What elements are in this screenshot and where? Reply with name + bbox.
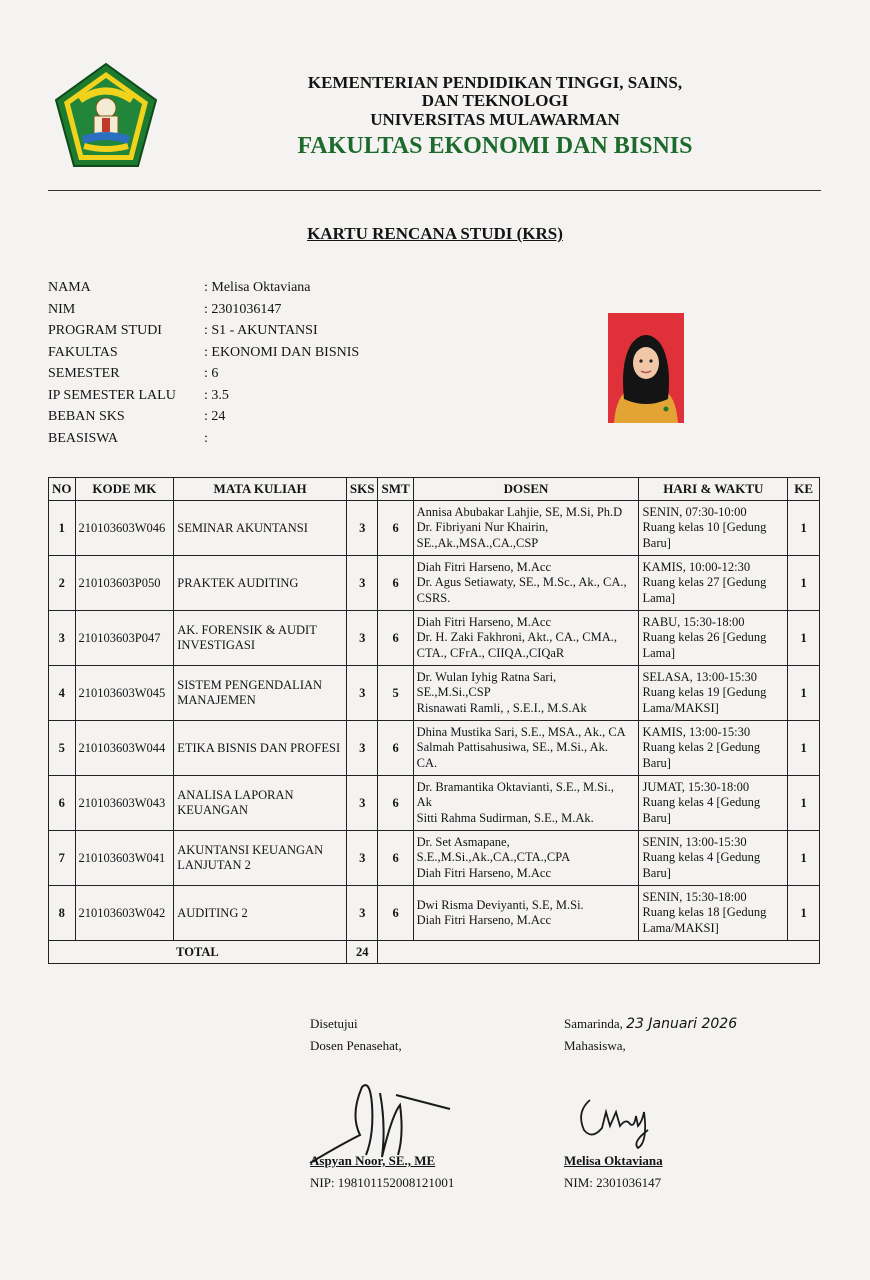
col-header-kode: KODE MK [75,478,174,501]
table-row: 7 210103603W041 AKUNTANSI KEUANGAN LANJUTAN 2 3 6 Dr. Set Asmapane, S.E.,M.Si.,Ak.,CA.,CTA.,CPA Diah Fitri Harseno, M.Acc SENIN, 13:00-15:30 Ruang kelas 4 [Gedung Baru] 1 [49,831,820,886]
ministry-line-2: DAN TEKNOLOGI [421,91,569,110]
student-signature [572,1082,662,1152]
advisor-nip: NIP: 198101152008121001 [310,1175,455,1190]
total-label: TOTAL [49,941,347,964]
col-header-no: NO [49,478,76,501]
total-row [49,941,820,964]
col-header-sks: SKS [346,478,378,501]
header-divider [48,190,821,191]
student-info [48,280,359,452]
info-row-program: PROGRAM STUDI : S1 - AKUNTANSI [48,323,318,338]
info-row-ip: IP SEMESTER LALU : 3.5 [48,387,229,403]
info-row-scholarship: BEASISWA : [48,430,208,446]
info-row-faculty: FAKULTAS : EKONOMI DAN BISNIS [48,344,360,360]
table-row: 8 210103603W042 AUDITING 2 3 6 Dwi Risma Deviyanti, S.E, M.Si. Diah Fitri Harseno, M.Acc SENIN, 15:30-18:00 Ruang kelas 18 [Gedung Lama/MAKSI] 1 [49,886,820,941]
student-name: Melisa Oktaviana [564,1153,663,1168]
faculty-name: FAKULTAS EKONOMI DAN BISNIS [297,133,693,159]
advisor-name: Aspyan Noor, SE., ME [310,1153,436,1168]
col-header-hari-waktu: HARI & WAKTU [639,478,788,501]
info-row-semester: SEMESTER : 6 [48,366,219,381]
table-row: 6 210103603W043 ANALISA LAPORAN KEUANGAN 3 6 Dr. Bramantika Oktavianti, S.E., M.Si., Ak Sitti Rahma Sudirman, S.E., M.Ak. JUMAT, 15:30-18:00 Ruang kelas 4 [Gedung Baru] 1 [49,776,820,831]
student-nim: NIM: 2301036147 [564,1175,662,1190]
advisor-approval [310,1013,402,1057]
table-header-row [49,478,820,501]
approved-label: Disetujui [310,1016,358,1031]
university-logo [52,62,160,170]
info-row-name: NAMA : Melisa Oktaviana [48,280,311,295]
info-row-sks-load: BEBAN SKS : 24 [48,409,226,424]
document-title: KARTU RENCANA STUDI (KRS) [307,224,563,243]
student-approval [564,1013,737,1057]
table-row: 4 210103603W045 SISTEM PENGENDALIAN MANAJEMEN 3 5 Dr. Wulan Iyhig Ratna Sari, SE.,M.Si.,CSP Risnawati Ramli, , S.E.I., M.S.Ak SELASA, 13:00-15:30 Ruang kelas 19 [Gedung Lama/MAKSI] 1 [49,666,820,721]
letterhead [250,74,740,161]
table-row: 1 210103603W046 SEMINAR AKUNTANSI 3 6 Annisa Abubakar Lahjie, SE, M.Si, Ph.D Dr. Fibriyani Nur Khairin, SE.,Ak.,MSA.,CA.,CSP SENIN, 07:30-10:00 Ruang kelas 10 [Gedung Baru] 1 [49,501,820,556]
col-header-dosen: DOSEN [413,478,639,501]
student-role: Mahasiswa, [564,1038,626,1053]
col-header-ke: KE [788,478,820,501]
col-header-mata-kuliah: MATA KULIAH [174,478,347,501]
university-name: UNIVERSITAS MULAWARMAN [370,110,620,129]
place-label: Samarinda, [564,1016,623,1031]
table-row: 3 210103603P047 AK. FORENSIK & AUDIT INVESTIGASI 3 6 Diah Fitri Harseno, M.Acc Dr. H. Zaki Fakhroni, Akt., CA., CMA., CTA., CFrA., CIIQA.,CIQaR RABU, 15:30-18:00 Ruang kelas 26 [Gedung Lama] 1 [49,611,820,666]
table-row: 2 210103603P050 PRAKTEK AUDITING 3 6 Diah Fitri Harseno, M.Acc Dr. Agus Setiawaty, SE., M.Sc., Ak., CA., CSRS. KAMIS, 10:00-12:30 Ruang kelas 27 [Gedung Lama] 1 [49,556,820,611]
ministry-line-1: KEMENTERIAN PENDIDIKAN TINGGI, SAINS, [307,73,683,92]
col-header-smt: SMT [378,478,413,501]
total-sks: 24 [346,941,378,964]
handwritten-date: 23 Januari 2026 [626,1016,738,1032]
student-identity [564,1150,663,1194]
advisor-role: Dosen Penasehat, [310,1038,402,1053]
info-row-nim: NIM : 2301036147 [48,301,282,317]
student-photo [608,313,684,423]
krs-table [48,477,820,964]
table-row: 5 210103603W044 ETIKA BISNIS DAN PROFESI 3 6 Dhina Mustika Sari, S.E., MSA., Ak., CA Salmah Pattisahusiwa, SE., M.Si., Ak. CA. KAMIS, 13:00-15:30 Ruang kelas 2 [Gedung Baru] 1 [49,721,820,776]
advisor-identity [310,1150,454,1194]
